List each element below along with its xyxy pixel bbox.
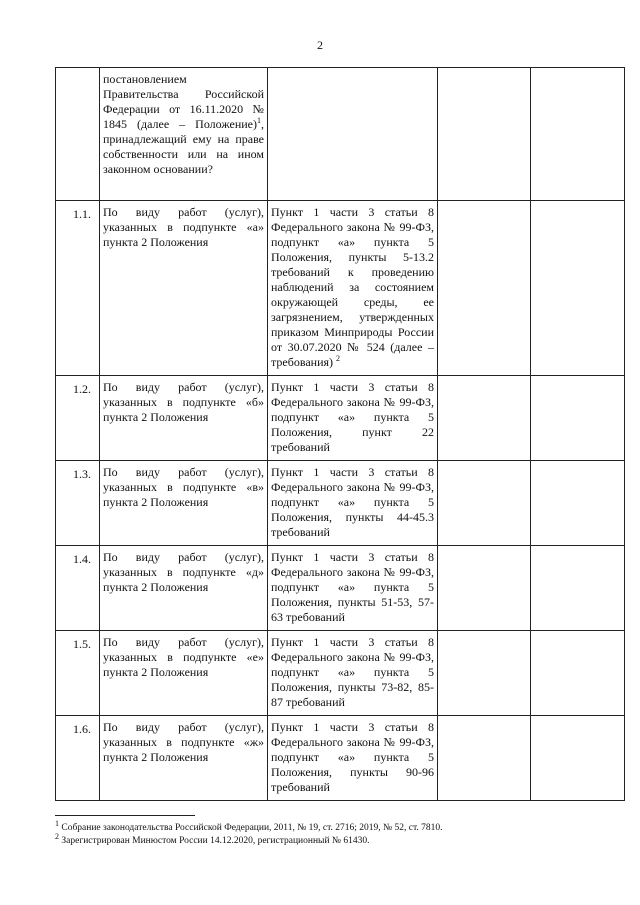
question-text: , принадлежащий ему на праве собственности или на ином законном основании? — [103, 117, 264, 176]
empty-cell — [531, 376, 625, 461]
footnote-mark: 2 — [55, 831, 59, 841]
question-cell: По виду работ (услуг), указанных в подпункте «в» пункта 2 Положения — [100, 461, 268, 546]
question-cell — [100, 68, 268, 201]
footnote-ref: 2 — [336, 354, 341, 363]
footnote-text: Собрание законодательства Российской Федерации, 2011, № 19, ст. 2716; 2019, № 52, ст. 7810. — [61, 823, 443, 833]
footnotes — [55, 818, 625, 848]
footnote — [55, 831, 625, 848]
row-number-cell: 1.5. — [56, 631, 100, 716]
table-row — [56, 631, 625, 716]
empty-cell — [438, 376, 531, 461]
requirement-cell: Пункт 1 части 3 статьи 8 Федерального закона № 99-ФЗ, подпункт «а» пункта 5 Положения, пункт 22 требований — [268, 376, 438, 461]
requirement-cell — [268, 68, 438, 201]
requirement-cell: Пункт 1 части 3 статьи 8 Федерального закона № 99-ФЗ, подпункт «а» пункта 5 Положения, пункты 44-45.3 требований — [268, 461, 438, 546]
requirement-cell — [268, 201, 438, 376]
empty-cell — [531, 201, 625, 376]
question-text: Правительства Российской Федерации от 16.11.2020 № 1845 (далее – Положение) — [103, 87, 264, 131]
empty-cell — [531, 546, 625, 631]
footnote-divider — [55, 815, 195, 816]
empty-cell — [531, 631, 625, 716]
footnote-text: Зарегистрирован Минюстом России 14.12.2020, регистрационный № 61430. — [61, 836, 370, 846]
footnote-mark: 1 — [55, 818, 59, 828]
table-row — [56, 716, 625, 801]
table-row-continuation — [56, 68, 625, 201]
question-line: постановлением — [103, 72, 187, 86]
question-cell: По виду работ (услуг), указанных в подпункте «ж» пункта 2 Положения — [100, 716, 268, 801]
requirement-cell: Пункт 1 части 3 статьи 8 Федерального закона № 99-ФЗ, подпункт «а» пункта 5 Положения, пункты 73-82, 85-87 требований — [268, 631, 438, 716]
table-row — [56, 376, 625, 461]
question-cell: По виду работ (услуг), указанных в подпункте «б» пункта 2 Положения — [100, 376, 268, 461]
empty-cell — [438, 631, 531, 716]
footnote-ref: 1 — [257, 116, 261, 125]
requirement-text: Пункт 1 части 3 статьи 8 Федерального закона № 99-ФЗ, подпункт «а» пункта 5 Положения, пункты 5-13.2 требований к проведению наблюдений за состоянием окружающей среды, ее загрязнением, утвержденных приказом Минприроды России от 30.07.2020 № 524 (далее – требования) — [271, 205, 434, 369]
question-cell: По виду работ (услуг), указанных в подпункте «а» пункта 2 Положения — [100, 201, 268, 376]
row-number-cell: 1.1. — [56, 201, 100, 376]
empty-cell — [531, 716, 625, 801]
question-cell: По виду работ (услуг), указанных в подпункте «е» пункта 2 Положения — [100, 631, 268, 716]
row-number-cell — [56, 68, 100, 201]
row-number-cell: 1.4. — [56, 546, 100, 631]
empty-cell — [531, 68, 625, 201]
row-number-cell: 1.6. — [56, 716, 100, 801]
row-number-cell: 1.3. — [56, 461, 100, 546]
table-row — [56, 461, 625, 546]
table-row — [56, 201, 625, 376]
empty-cell — [438, 461, 531, 546]
requirement-cell: Пункт 1 части 3 статьи 8 Федерального закона № 99-ФЗ, подпункт «а» пункта 5 Положения, пункты 90-96 требований — [268, 716, 438, 801]
question-cell: По виду работ (услуг), указанных в подпункте «д» пункта 2 Положения — [100, 546, 268, 631]
page-number: 2 — [317, 38, 323, 52]
requirements-table — [55, 67, 625, 801]
empty-cell — [438, 716, 531, 801]
empty-cell — [438, 546, 531, 631]
row-number-cell: 1.2. — [56, 376, 100, 461]
empty-cell — [531, 461, 625, 546]
footnote — [55, 818, 625, 835]
empty-cell — [438, 201, 531, 376]
empty-cell — [438, 68, 531, 201]
table-row — [56, 546, 625, 631]
requirement-cell: Пункт 1 части 3 статьи 8 Федерального закона № 99-ФЗ, подпункт «а» пункта 5 Положения, пункты 51-53, 57-63 требований — [268, 546, 438, 631]
